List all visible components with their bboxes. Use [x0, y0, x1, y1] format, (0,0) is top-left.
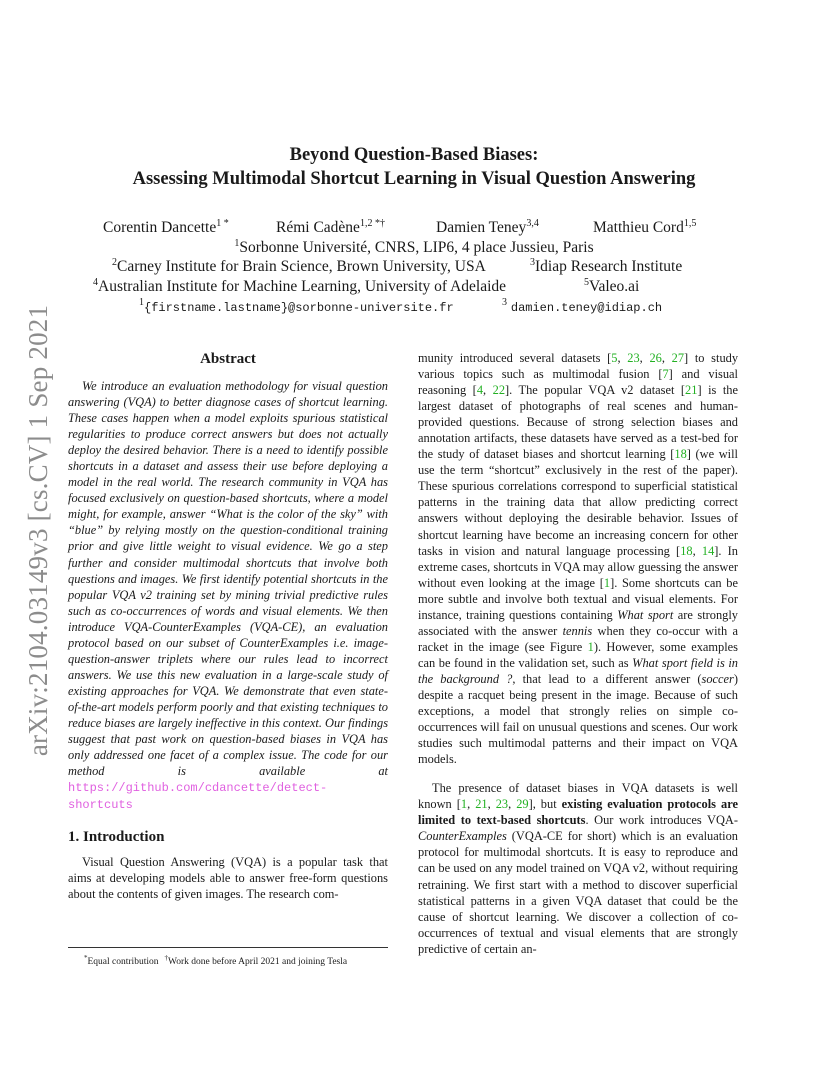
intro-heading: 1. Introduction: [68, 829, 165, 846]
citation-link[interactable]: 22: [492, 383, 506, 398]
author-4: Matthieu Cord$^{1,5}$: [593, 218, 697, 236]
affiliation-5: $^5$Valeo.ai: [584, 276, 640, 295]
right-paragraph-1: munity introduced several datasets [5, 23, 26, 27] to study various topics such as multimodal fusion [7] and visual reasoning [4, 22]. The popular VQA v2 dataset [21] is the largest dataset of photographs of real scenes and human-provided questions. Because of strong selection biases and annotation artifacts, these datasets have served as a test-bed for the study of dataset biases and shortcut learning [18] (we will use the term “shortcut” exclusively in the rest of the paper). These spurious correlations correspond to superficial statistical patterns in the training data that allow predicting correct answers without deploying the desirable behavior. Issues of shortcut learning have become an increasing concern for other tasks in vision and natural language processing [18, 14]. In extreme cases, shortcuts in VQA may allow guessing the answer without even looking at the image [1]. Some shortcuts can be more subtle and involve both textual and visual elements. For instance, training questions containing What sport are strongly associated with the answer tennis when they co-occur with a racket in the image (see Figure 1). However, some examples can be found in the validation set, such as What sport field is in the background ?, that lead to a different answer (soccer) despite a racquet being present in the image. Because of such exceptions, a model that strongly relies on simple co-occurrences will fail on unusual questions and scenes. Our work studies such multimodal patterns and their impact on VQA models.: [418, 351, 739, 767]
citation-link[interactable]: 29: [516, 797, 529, 812]
citation-link[interactable]: 14: [701, 543, 715, 558]
citation-link[interactable]: 4: [476, 383, 484, 398]
email-row: [0, 297, 828, 317]
code-link[interactable]: https://github.com/cdancette/detect-shortcuts: [68, 781, 328, 813]
citation-link[interactable]: 5: [611, 351, 618, 365]
citation-link[interactable]: 21: [475, 797, 488, 812]
affiliation-row-3: [0, 277, 828, 297]
citation-link[interactable]: 1: [603, 575, 611, 590]
affiliation-3: $^3$Idiap Research Institute: [530, 257, 683, 275]
figure-link[interactable]: 1: [587, 639, 594, 654]
footnote-2: †Work done before April 2021 and joining Tesla: [164, 954, 348, 968]
affiliation-row-2: [0, 257, 828, 277]
citation-link[interactable]: 18: [674, 447, 687, 462]
arxiv-sidebar: [20, 295, 58, 765]
citation-link[interactable]: 18: [680, 543, 693, 558]
right-paragraph-2: The presence of dataset biases in VQA datasets is well known [1, 21, 23, 29], but existing evaluation protocols are limited to text-based shortcuts. Our work introduces VQA-CounterExamples (VQA-CE for short) which is an evaluation protocol for multimodal shortcuts. It is easy to reproduce and can be used on any model trained on VQA v2, without requiring retraining. We first start with a method to discover superficial statistical patterns in a given VQA dataset that could be the cause of shortcut learning. We discover a collection of co-occurrences of textual and visual elements that are strongly predictive of certain an-: [418, 781, 738, 956]
author-2: Rémi Cadène$^{1,2 *\dagger}$: [276, 218, 385, 236]
author-1: Corentin Dancette$^{1 *}$: [103, 218, 229, 236]
author-block: [0, 218, 828, 317]
abstract-heading: Abstract: [200, 351, 256, 367]
affiliation-2: $^2$Carney Institute for Brain Science, Brown University, USA: [112, 257, 486, 275]
author-row: [0, 218, 828, 238]
title-line-2: Assessing Multimodal Shortcut Learning in Visual Question Answering: [132, 169, 696, 189]
intro-paragraph-1: Visual Question Answering (VQA) is a popular task that aims at developing models able to answer free-form questions about the contents of given images. The research com-: [68, 855, 388, 902]
title-line-1: Beyond Question-Based Biases:: [289, 145, 539, 165]
citation-link[interactable]: 23: [627, 351, 640, 365]
citation-link[interactable]: 26: [649, 351, 662, 365]
right-column: [418, 350, 738, 957]
email-2: $^3$ damien.teney@idiap.ch: [502, 297, 663, 315]
paper-title: [0, 143, 828, 191]
citation-link[interactable]: 23: [495, 797, 509, 812]
citation-link[interactable]: 21: [685, 383, 698, 398]
footnote-1: *Equal contribution: [84, 954, 159, 968]
footnote: [68, 947, 388, 968]
citation-link[interactable]: 1: [460, 797, 468, 812]
affiliation-1: $^1$Sorbonne Université, CNRS, LIP6, 4 place Jussieu, Paris: [234, 237, 594, 256]
author-3: Damien Teney$^{3,4}$: [436, 218, 539, 236]
citation-link[interactable]: 7: [662, 367, 669, 382]
abstract-body: We introduce an evaluation methodology for visual question answering (VQA) to better diagnose cases of shortcut learning. These cases happen when a model exploits spurious statistical regularities to produce correct answers but does not actually deploy the desired behavior. There is a need to identify possible shortcuts in a dataset and assess their use before deploying a model in the real world. The research community in VQA has focused exclusively on question-based shortcuts, where a model might, for example, answer “What is the color of the sky” with “blue” by relying mostly on the question-conditional training prior and give little weight to visual evidence. We go a step further and consider multimodal shortcuts that involve both questions and images. We first identify potential shortcuts in the popular VQA v2 training set by mining trivial predictive rules such as co-occurrences of words and visual elements. We then introduce VQA-CounterExamples (VQA-CE), an evaluation protocol based on our subset of CounterExamples i.e. image-question-answer triplets where our rules lead to incorrect answers. We use this new evaluation in a large-scale study of existing approaches for VQA. We demonstrate that even state-of-the-art models perform poorly and that existing techniques to reduce biases are largely ineffective in this context. Our findings suggest that past work on question-based biases in VQA has only addressed one facet of a complex issue. The code for our method is available at https://github.com/cdancette/detect-shortcuts: [68, 379, 389, 813]
citation-link[interactable]: 27: [671, 351, 685, 365]
left-column: [68, 350, 388, 902]
arxiv-identifier: arXiv:2104.03149v3 [cs.CV] 1 Sep 2021: [23, 304, 54, 756]
affiliation-4: $^4$Australian Institute for Machine Learning, University of Adelaide: [93, 276, 507, 295]
email-1: $^1${firstname.lastname}@sorbonne-universite.fr: [139, 297, 454, 315]
